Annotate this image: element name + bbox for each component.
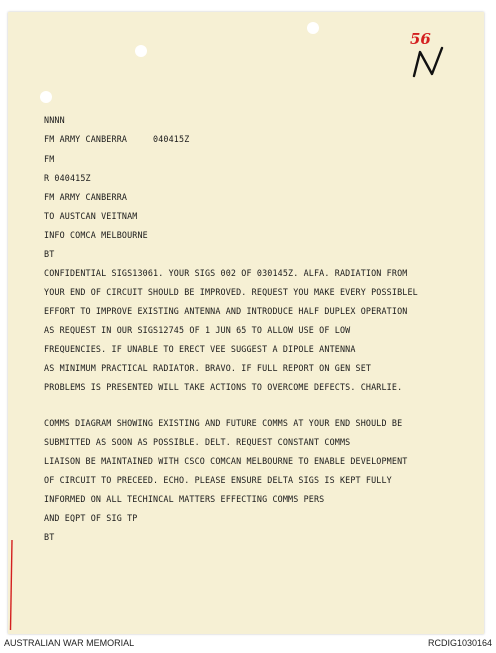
telex-line: AND EQPT OF SIG TP (44, 513, 138, 523)
telex-line: COMMS DIAGRAM SHOWING EXISTING AND FUTURE COMMS AT YOUR END SHOULD BE (44, 418, 403, 428)
telex-line: INFORMED ON ALL TECHINCAL MATTERS EFFECTING COMMS PERS (44, 494, 325, 504)
footer-left-credit: AUSTRALIAN WAR MEMORIAL (4, 638, 135, 648)
telex-line: INFO COMCA MELBOURNE (44, 230, 148, 240)
telex-line: NNNN (44, 115, 65, 125)
telex-line: OF CIRCUIT TO PRECEED. ECHO. PLEASE ENSURE DELTA SIGS IS KEPT FULLY (44, 475, 392, 485)
telex-line: BT (44, 532, 55, 542)
handwritten-mark: 56 (410, 30, 431, 48)
punch-hole (135, 45, 147, 57)
telex-line: LIAISON BE MAINTAINED WITH CSCO COMCAN MELBOURNE TO ENABLE DEVELOPMENT (44, 456, 408, 466)
telex-line: AS REQUEST IN OUR SIGS12745 OF 1 JUN 65 TO ALLOW USE OF LOW (44, 325, 351, 335)
punch-hole (40, 91, 52, 103)
telex-line: FM (44, 154, 55, 164)
handwritten-signature (410, 46, 450, 80)
telex-line: BT (44, 249, 55, 259)
telex-line: YOUR END OF CIRCUIT SHOULD BE IMPROVED. REQUEST YOU MAKE EVERY POSSIBLEL (44, 287, 418, 297)
telex-line: CONFIDENTIAL SIGS13061. YOUR SIGS 002 OF 030145Z. ALFA. RADIATION FROM (44, 268, 408, 278)
red-edge-mark (9, 540, 14, 630)
telex-line: AS MINIMUM PRACTICAL RADIATOR. BRAVO. IF FULL REPORT ON GEN SET (44, 363, 372, 373)
telex-line: EFFORT TO IMPROVE EXISTING ANTENNA AND INTRODUCE HALF DUPLEX OPERATION (44, 306, 408, 316)
footer-right-id: RCDIG1030164 (427, 638, 492, 648)
telex-line: R 040415Z (44, 173, 91, 183)
telex-line: SUBMITTED AS SOON AS POSSIBLE. DELT. REQUEST CONSTANT COMMS (44, 437, 351, 447)
telex-line: FREQUENCIES. IF UNABLE TO ERECT VEE SUGGEST A DIPOLE ANTENNA (44, 344, 356, 354)
telex-line: FM ARMY CANBERRA (44, 192, 128, 202)
telex-line: FM ARMY CANBERRA 040415Z (44, 134, 190, 144)
telex-line: PROBLEMS IS PRESENTED WILL TAKE ACTIONS TO OVERCOME DEFECTS. CHARLIE. (44, 382, 403, 392)
document-page (8, 12, 484, 634)
telex-line: TO AUSTCAN VEITNAM (44, 211, 138, 221)
punch-hole (307, 22, 319, 34)
